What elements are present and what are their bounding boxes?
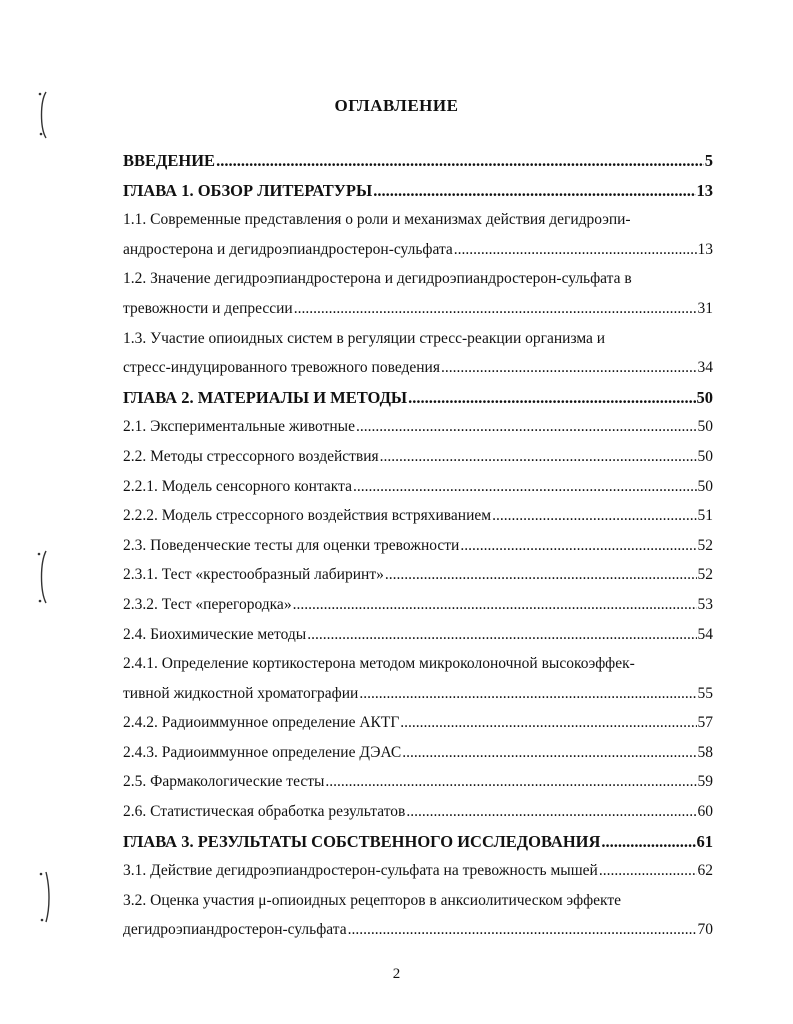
dot-leader: [406, 797, 696, 827]
toc-entry-1-2[interactable]: [123, 264, 713, 323]
entry-title: 2.5. Фармакологические тесты: [123, 773, 325, 791]
entry-title: 2.2. Методы стрессорного воздействия: [123, 447, 379, 465]
entry-page: 58: [697, 743, 713, 761]
entry-title: 2.4.2. Радиоиммунное определение АКТГ: [123, 714, 400, 732]
dot-leader: [293, 590, 697, 620]
toc-entry-3-2[interactable]: [123, 886, 713, 945]
entry-title: 2.1. Экспериментальные животные: [123, 418, 355, 436]
entry-title: дегидроэпиандростерон-сульфата: [123, 921, 347, 939]
entry-page: 50: [697, 477, 713, 495]
entry-title: стресс-индуцированного тревожного поведения: [123, 359, 440, 377]
toc-entry-2-2-1[interactable]: [123, 472, 713, 502]
toc-entry-2-3-2[interactable]: [123, 590, 713, 620]
toc-entry-2-5[interactable]: [123, 767, 713, 797]
binding-hole-mark-middle: [34, 545, 54, 609]
toc-entry-2-2[interactable]: [123, 442, 713, 472]
toc-entry-1-3[interactable]: [123, 324, 713, 383]
dot-leader: [402, 738, 696, 768]
entry-page: 59: [697, 773, 713, 791]
toc-entry-3-1[interactable]: [123, 856, 713, 886]
page-title: ОГЛАВЛЕНИЕ: [334, 96, 459, 115]
dot-leader: [601, 827, 695, 857]
entry-page: 53: [697, 595, 713, 613]
dot-leader: [356, 412, 697, 442]
dot-leader: [599, 856, 697, 886]
entry-page: 50: [697, 418, 713, 436]
entry-title: ВВЕДЕНИЕ: [123, 151, 216, 170]
dot-leader: [408, 383, 695, 413]
entry-page: 52: [697, 566, 713, 584]
entry-title: 2.4. Биохимические методы: [123, 625, 307, 643]
dot-leader: [307, 620, 696, 650]
dot-leader: [359, 679, 696, 709]
toc-entry-1-1[interactable]: [123, 205, 713, 264]
dot-leader: [380, 442, 697, 472]
dot-leader: [216, 146, 704, 176]
entry-title-first-line: 1.3. Участие опиоидных систем в регуляции стресс-реакции организма и: [123, 329, 606, 347]
entry-page: 51: [697, 507, 713, 525]
entry-title: 3.1. Действие дегидроэпиандростерон-сульфата на тревожность мышей: [123, 862, 598, 880]
entry-page: 5: [704, 151, 713, 170]
entry-title: 2.2.1. Модель сенсорного контакта: [123, 477, 352, 495]
toc-entry-2-4-1[interactable]: [123, 649, 713, 708]
entry-title: тревожности и депрессии: [123, 299, 293, 317]
entry-page: 70: [697, 921, 713, 939]
entry-title: ГЛАВА 2. МАТЕРИАЛЫ И МЕТОДЫ: [123, 387, 408, 407]
dot-leader: [294, 294, 697, 324]
entry-page: 55: [697, 684, 713, 702]
entry-page: 34: [697, 359, 713, 377]
entry-page: 60: [697, 803, 713, 821]
entry-title-first-line: 3.2. Оценка участия μ-опиоидных рецепторов в анксиолитическом эффекте: [123, 891, 621, 909]
entry-title: 2.3.1. Тест «крестообразный лабиринт»: [123, 566, 384, 584]
toc-entry-introduction[interactable]: [123, 146, 713, 176]
entry-title: 2.3.2. Тест «перегородка»: [123, 595, 292, 613]
entry-title-first-line: 1.2. Значение дегидроэпиандростерона и дегидроэпиандростерон-сульфата в: [123, 270, 632, 288]
entry-page: 52: [697, 536, 713, 554]
toc-entry-2-3-1[interactable]: [123, 560, 713, 590]
binding-hole-mark-top: [34, 88, 54, 144]
toc-entry-chapter-1[interactable]: [123, 176, 713, 206]
dot-leader: [348, 915, 697, 945]
entry-page: 57: [697, 714, 713, 732]
dot-leader: [460, 531, 696, 561]
entry-page: 50: [697, 447, 713, 465]
entry-page: 50: [696, 387, 713, 407]
toc-entry-chapter-2[interactable]: [123, 383, 713, 413]
binding-hole-mark-bottom: [34, 868, 54, 928]
dot-leader: [441, 353, 697, 383]
dot-leader: [492, 501, 696, 531]
entry-title-first-line: 1.1. Современные представления о роли и механизмах действия дегидроэпи-: [123, 211, 631, 229]
toc-entry-2-2-2[interactable]: [123, 501, 713, 531]
page-number: 2: [392, 966, 401, 982]
dot-leader: [400, 708, 696, 738]
entry-page: 31: [697, 299, 713, 317]
entry-page: 62: [697, 862, 713, 880]
dot-leader: [353, 472, 697, 502]
toc-entry-2-3[interactable]: [123, 531, 713, 561]
entry-title: тивной жидкостной хроматографии: [123, 684, 359, 702]
entry-page: 54: [697, 625, 713, 643]
toc-entry-2-1[interactable]: [123, 412, 713, 442]
toc-entry-2-4[interactable]: [123, 620, 713, 650]
entry-title: 2.3. Поведенческие тесты для оценки тревожности: [123, 536, 460, 554]
dot-leader: [325, 767, 696, 797]
dot-leader: [373, 176, 695, 206]
entry-page: 13: [696, 180, 713, 200]
entry-page: 13: [697, 240, 713, 258]
entry-title: андростерона и дегидроэпиандростерон-сульфата: [123, 240, 453, 258]
toc-entry-2-6[interactable]: [123, 797, 713, 827]
entry-title: 2.4.3. Радиоиммунное определение ДЭАС: [123, 743, 402, 761]
toc-entry-2-4-3[interactable]: [123, 738, 713, 768]
entry-title: ГЛАВА 3. РЕЗУЛЬТАТЫ СОБСТВЕННОГО ИССЛЕДОВАНИЯ: [123, 831, 601, 851]
entry-title: ГЛАВА 1. ОБЗОР ЛИТЕРАТУРЫ: [123, 180, 373, 200]
toc-entry-2-4-2[interactable]: [123, 708, 713, 738]
entry-title: 2.2.2. Модель стрессорного воздействия встряхиванием: [123, 507, 492, 525]
entry-page: 61: [696, 831, 713, 851]
toc-entry-chapter-3[interactable]: [123, 827, 713, 857]
dot-leader: [454, 235, 697, 265]
table-of-contents: [123, 146, 713, 945]
entry-title-first-line: 2.4.1. Определение кортикостерона методом микроколоночной высокоэффек-: [123, 655, 635, 673]
entry-title: 2.6. Статистическая обработка результатов: [123, 803, 406, 821]
dot-leader: [385, 560, 697, 590]
